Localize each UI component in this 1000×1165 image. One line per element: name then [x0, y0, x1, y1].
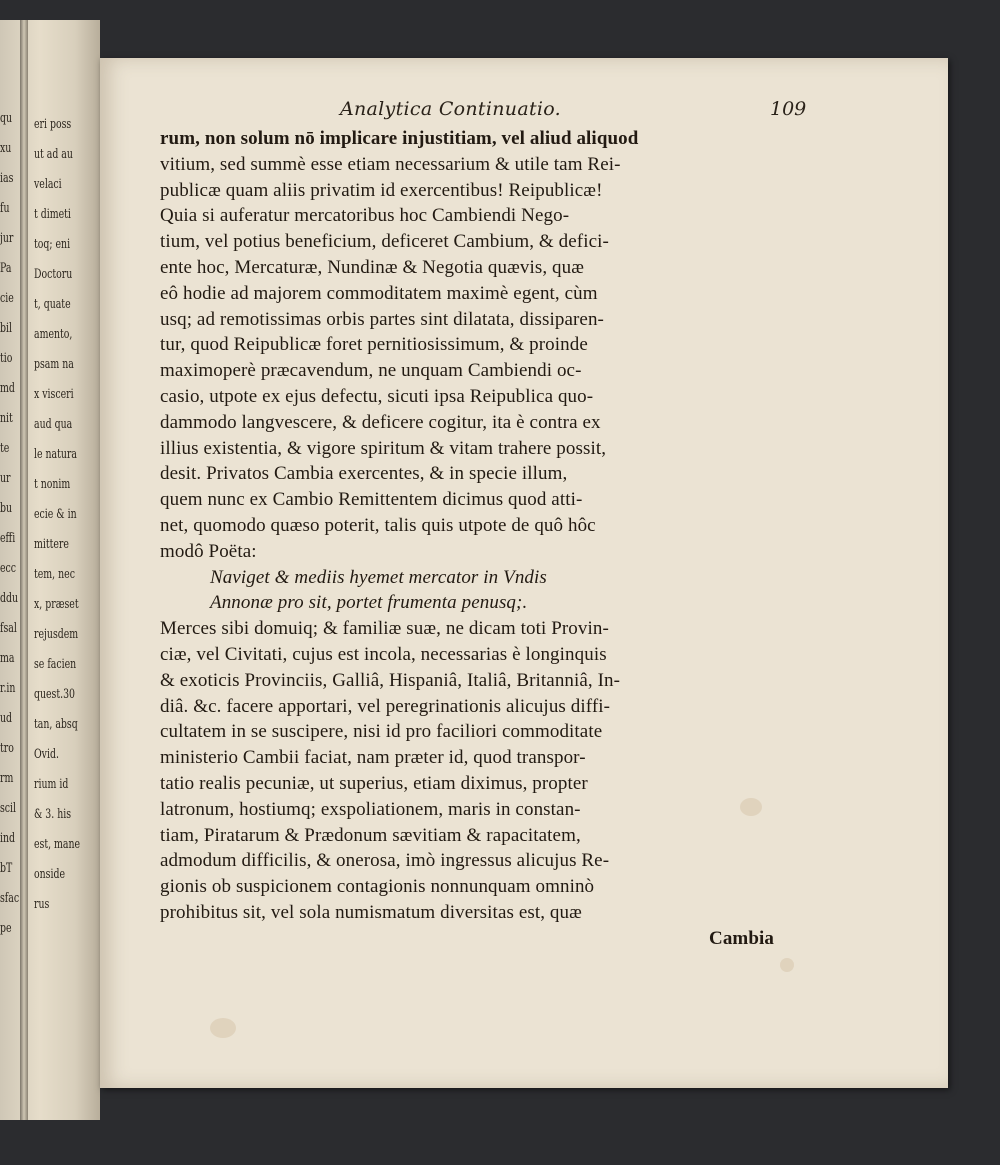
text-line: tium, vel potius beneficium, deficeret Cambium, & defici- [160, 231, 609, 253]
text-line: tur, quod Reipublicæ foret pernitiosissimum, & proinde [160, 334, 588, 356]
text-line: quem nunc ex Cambio Remittentem dicimus quod atti- [160, 489, 583, 511]
text-line: rum, non solum nō implicare injustitiam, vel aliud aliquod [160, 128, 639, 149]
fragment-text: r.in [0, 681, 16, 696]
catchword: Cambia [709, 927, 774, 949]
running-title: Analytica Continuatio. [340, 98, 561, 120]
text-line: ciæ, vel Civitati, cujus est incola, necessarias è longinquis [160, 643, 607, 665]
fragment-text: ud [0, 711, 13, 726]
text-line: gionis ob suspicionem contagionis nonnunquam omninò [160, 876, 595, 898]
text-line: tatio realis pecuniæ, ut superius, etiam diximus, propter [160, 772, 588, 794]
fragment-text: bu [0, 501, 13, 516]
fragment-text: bil [0, 321, 12, 336]
verse-line: Naviget & mediis hyemet mercator in Vndis [210, 566, 547, 588]
page-header [100, 98, 948, 122]
fragment-text: scil [0, 801, 17, 816]
fragment-text: amento, [34, 327, 73, 342]
fragment-text: sfac [0, 891, 20, 906]
fragment-text: te [0, 441, 10, 456]
fragment-text: tio [0, 351, 13, 366]
fragment-text: Doctoru [34, 267, 73, 282]
fragment-text: rm [0, 771, 14, 786]
fragment-text: toq; eni [34, 237, 71, 252]
fragment-text: xu [0, 141, 12, 156]
fragment-text: ind [0, 831, 16, 846]
text-line: Merces sibi domuiq; & familiæ suæ, ne dicam toti Provin- [160, 618, 609, 640]
fragment-text: & 3. his [34, 807, 72, 822]
fragment-text: t dimeti [34, 207, 71, 222]
fragment-text: eri poss [34, 117, 72, 132]
fragment-text: nit [0, 411, 13, 426]
fragment-text: aud qua [34, 417, 73, 432]
fragment-text: fsal [0, 621, 17, 636]
text-line: publicæ quam aliis privatim id exercentibus! Reipublicæ! [160, 179, 603, 201]
fragment-text: onside [34, 867, 65, 882]
fragment-text: ma [0, 651, 15, 666]
fragment-text: t nonim [34, 477, 71, 492]
fragment-text: rejusdem [34, 627, 79, 642]
fragment-text: pe [0, 921, 12, 936]
fragment-text: x visceri [34, 387, 74, 402]
text-line: & exoticis Provinciis, Galliâ, Hispaniâ, Italiâ, Britanniâ, In- [160, 669, 621, 691]
fragment-text: ut ad au [34, 147, 73, 162]
text-line: admodum difficilis, & onerosa, imò ingressus alicujus Re- [160, 850, 610, 872]
book-page [100, 58, 948, 1088]
fragment-text: tan, absq [34, 717, 78, 732]
page-number: 109 [770, 98, 807, 120]
fragment-text: mittere [34, 537, 69, 552]
text-line: ente hoc, Mercaturæ, Nundinæ & Negotia quævis, quæ [160, 256, 584, 278]
fragment-text: cie [0, 291, 14, 306]
text-line: usq; ad remotissimas orbis partes sint dilatata, dissiparen- [160, 308, 604, 330]
text-line: tiam, Piratarum & Prædonum sævitiam & rapacitatem, [160, 824, 581, 846]
fragment-text: est, mane [34, 837, 81, 852]
text-line: ministerio Cambii faciat, nam præter id, quod transpor- [160, 747, 586, 769]
fragment-text: t, quate [34, 297, 71, 312]
text-line: latronum, hostiumq; exspoliationem, maris in constan- [160, 798, 581, 820]
text-line: prohibitus sit, vel sola numismatum diversitas est, quæ [160, 901, 582, 923]
fragment-text: bT [0, 861, 13, 876]
fragment-text: x, præset [34, 597, 79, 612]
previous-page-edge [0, 20, 100, 1120]
text-line: Quia si auferatur mercatoribus hoc Cambiendi Nego- [160, 205, 570, 227]
text-line: cultatem in se suscipere, nisi id pro faciliori commoditate [160, 721, 603, 743]
book-gutter [20, 20, 28, 1120]
fragment-text: tro [0, 741, 14, 756]
text-line: casio, utpote ex ejus defectu, sicuti ipsa Reipublica quo- [160, 385, 594, 407]
fragment-text: jur [0, 231, 14, 246]
paper-stain [210, 1018, 236, 1038]
fragment-text: ecc [0, 561, 17, 576]
text-line: net, quomodo quæso poterit, talis quis utpote de quô hôc [160, 514, 596, 536]
text-line: eô hodie ad majorem commoditatem maximè egent, cùm [160, 282, 598, 304]
fragment-text: Pa [0, 261, 12, 276]
fragment-text: tem, nec [34, 567, 75, 582]
fragment-text: quest.30 [34, 687, 76, 702]
fragment-text: psam na [34, 357, 74, 372]
verse-line: Annonæ pro sit, portet frumenta penusq;. [210, 592, 528, 614]
fragment-text: velaci [34, 177, 62, 192]
fragment-text: se facien [34, 657, 77, 672]
text-line: diâ. &c. facere apportari, vel peregrinationis alicujus diffi- [160, 695, 611, 717]
fragment-text: ur [0, 471, 11, 486]
paper-stain [780, 958, 794, 972]
fragment-text: effi [0, 531, 16, 546]
fragment-text: ecie & in [34, 507, 77, 522]
text-line: dammodo langvescere, & deficere cogitur, ita è contra ex [160, 411, 601, 433]
fragment-text: rus [34, 897, 50, 912]
fragment-text: qu [0, 111, 13, 126]
text-line: desit. Privatos Cambia exercentes, & in specie illum, [160, 463, 568, 485]
text-line: maximoperè præcavendum, ne unquam Cambiendi oc- [160, 360, 582, 382]
fragment-text: rium id [34, 777, 69, 792]
fragment-text: ddu [0, 591, 19, 606]
text-line: illius existentia, & vigore spiritum & vitam trahere possit, [160, 437, 607, 459]
fragment-text: ias [0, 171, 14, 186]
body-text [160, 126, 780, 952]
fragment-text: le natura [34, 447, 77, 462]
text-line: vitium, sed summè esse etiam necessarium & utile tam Rei- [160, 153, 621, 175]
text-line: modô Poëta: [160, 540, 257, 562]
fragment-text: Ovid. [34, 747, 59, 762]
fragment-text: md [0, 381, 15, 396]
fragment-text: fu [0, 201, 10, 216]
